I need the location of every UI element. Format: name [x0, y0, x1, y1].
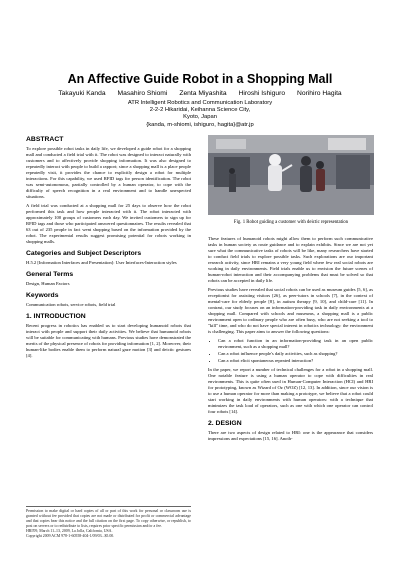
abstract-heading: ABSTRACT — [26, 136, 64, 143]
robot-body — [268, 165, 282, 191]
conference-line: HRI'09, March 11–13, 2009, La Jolla, California, USA. — [26, 529, 113, 533]
mall-scene-illustration — [208, 135, 374, 215]
customer-figure — [300, 166, 312, 192]
author-email: {kanda, m-shiomi, ishiguro, hagita}@atr.jp — [146, 121, 254, 128]
author-name: Zenta Miyashita — [179, 90, 227, 97]
author-name: Hiroshi Ishiguro — [238, 90, 286, 97]
permission-notice: Permission to make digital or hard copies of all or part of this work for personal or classroom use is granted without fee provided that copies are not made or distributed for profit or commercial advantage and that copies bear this notice and the full citation on the first page. To copy otherwise, or republish, to post on servers or to redistribute to lists, requires prior specific permission and/or a fee. — [26, 509, 191, 528]
figure-caption: Fig. 1 Robot guiding a customer with deictic representation — [233, 220, 349, 225]
affiliation-line: ATR Intelligent Robotics and Communication Laboratory — [127, 100, 273, 106]
figure-photo — [208, 135, 374, 215]
body-paragraph: There are two aspects of design related to HRI: one is the appearance that considers impressions and expectations [15, 16]. Anoth- — [208, 430, 373, 441]
affiliation-line: Kyoto, Japan — [183, 114, 217, 121]
keywords-text: Communication robots, service robots, field trial — [26, 302, 116, 307]
left-column — [26, 136, 191, 362]
abstract-paragraph: A field trial was conducted at a shopping mall for 25 days to observe how the robot performed this task and how people interacted with it. The robot interacted with approximately 100 groups of customers each day. We invited customers to sign up for RFID tags and those who participated answered questionnaires. The results revealed that 63 out of 235 people in fact went shopping based on the information provided by the robot. The experimental results suggest promising potential for robots working in shopping malls. — [26, 203, 191, 244]
author-name: Masahiro Shiomi — [117, 90, 168, 97]
body-paragraph: In the paper, we report a number of technical challenges for a robot in a shopping mall. One notable feature is using a human operator to cope with difficulties in real environments. This is quite often used in Human-Computer Interaction (HCI) and HRI for prototyping, known as Wizard of Oz (WOZ) [12, 13]. In addition, since our vision is to use a human operator for more than making a prototype, we believe that a robot could start working in daily environments with human operators: with a technique that minimizes the task load of operators, such as one with which one operator can control four robots [14]. — [208, 367, 373, 414]
list-item: • Can a robot function in an information-providing task in an open public environment, such as a shopping mall? — [218, 338, 373, 350]
categories-text: H.5.2 [Information Interfaces and Presentation]: User Interfaces-Interaction styles — [26, 260, 177, 265]
research-questions-list — [208, 338, 373, 364]
introduction-heading: 1. INTRODUCTION — [26, 313, 86, 320]
list-item: • Can a robot influence people's daily activities, such as shopping? — [218, 351, 373, 357]
copyright-line: Copyright 2009 ACM 978-1-60558-404-1/09/03...$5.00. — [26, 534, 115, 538]
terms-heading: General Terms — [26, 271, 74, 278]
right-column — [208, 236, 373, 445]
footnote-divider — [26, 506, 191, 507]
abstract-paragraph: To explore possible robot tasks in daily life, we developed a guide robot for a shopping mall and conducted a field trial with it. The robot was designed to interact naturally with customers and to affectively provide shopping information. It was also designed to repeatedly interact with people to build a rapport; since a shopping mall is a place people repeatedly visit, it provides the chance to explicitly design a robot for multiple interactions. For this capability, we used RFID tags for person identification. The robot was semi-autonomous, partially controlled by a human operator, to cope with the difficulty of speech recognition in a real environment and to handle unexpected situations. — [26, 146, 191, 199]
affiliation-line: 2-2-2 Hikaridai, Keihanna Science City, — [149, 107, 251, 114]
robot-head — [269, 154, 281, 166]
body-paragraph: Previous studies have revealed that social robots can be used as museum guides [5, 6], as receptionist for assisting visitors [26], as peer-tutors in schools [7], in the context of mental-care for elderly people [8], in autism therapy [9, 10], and child-care [11]. In contrast, our study focuses on an information-providing task in daily environments at a shopping mall. Compared with schools and museums, a shopping mall is a public environment open to ordinary people who are often busy, who are not seeking a tool to "kill" time, and who do not have special interest in robotics technology: the environment is challenging. This paper aims to answer the following questions: — [208, 287, 373, 334]
introduction-paragraph: Recent progress in robotics has enabled us to start developing humanoid robots that interact with people and support their daily activities. We believe that humanoid robots will be suitable for communicating with humans. Previous studies have demonstrated the merits of the physical presence of robots for providing information [1, 2]. Moreover, their human-like bodies enable them to perform natural gaze motion [3] and deictic gestures [4]. — [26, 323, 191, 358]
author-list — [0, 90, 400, 97]
categories-heading: Categories and Subject Descriptors — [26, 250, 142, 257]
body-paragraph: These features of humanoid robots might allow them to perform such communicative tasks in human society as route guidance and to explain exhibits. Since we are not yet sure what the communicative tasks of robots will be like, many researchers have started to conduct field trials to explore possible tasks. Such explorations are our important research activity, since HRI remains a very young field where few real social robots are working in daily environments. Field trials enable us to envision the future scenes of human-robot interaction and their accompanying problems that must be solved so that robots can be accepted in daily life. — [208, 236, 373, 283]
paper-title: An Affective Guide Robot in a Shopping Mall — [67, 72, 333, 86]
keywords-heading: Keywords — [26, 292, 59, 299]
terms-text: Design, Human Factors — [26, 281, 70, 286]
design-heading: 2. DESIGN — [208, 420, 242, 427]
copyright-footnote — [26, 509, 191, 539]
affiliation-block — [0, 100, 400, 129]
author-name: Norihiro Hagita — [297, 90, 342, 97]
list-item: • Can a robot elicit spontaneous repeated interaction? — [218, 358, 373, 364]
author-name: Takayuki Kanda — [58, 90, 106, 97]
